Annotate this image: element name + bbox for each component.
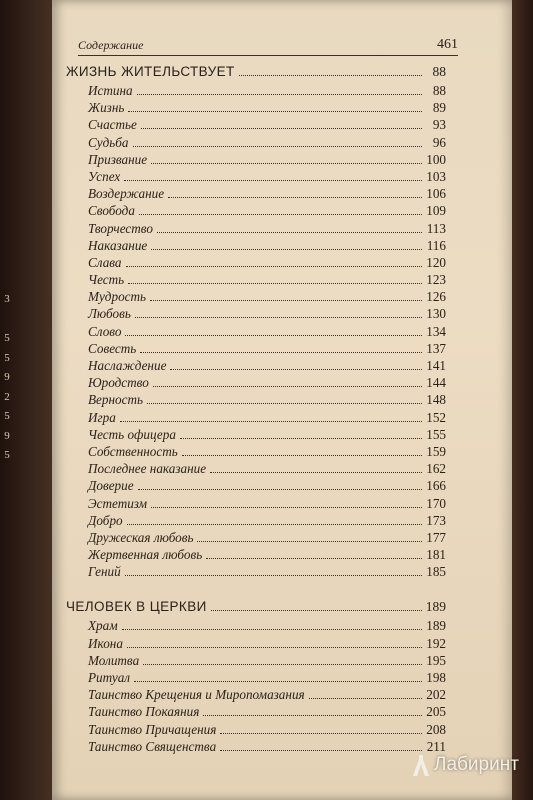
- entry-title: Жертвенная любовь: [88, 547, 203, 563]
- entry-title: Слава: [88, 254, 122, 270]
- entry-title: Творчество: [88, 220, 153, 236]
- dot-leader: [168, 197, 422, 198]
- toc-entry: [66, 392, 446, 409]
- dot-leader: [182, 455, 422, 456]
- entry-page-number: 198: [426, 670, 446, 685]
- toc-entry: [66, 169, 446, 186]
- toc-entry: [66, 478, 446, 495]
- dot-leader: [180, 438, 422, 439]
- entry-page-number: 89: [432, 100, 446, 116]
- dot-leader: [139, 214, 422, 215]
- entry-title: Слово: [88, 323, 122, 339]
- dot-leader: [151, 507, 422, 508]
- entry-page-number: 134: [426, 323, 446, 339]
- entry-page-number: 173: [426, 512, 446, 528]
- dot-leader: [126, 266, 422, 267]
- left-page-edge-digits: [0, 290, 14, 466]
- toc-entry: [66, 496, 446, 513]
- running-head-title: Содержание: [78, 38, 144, 52]
- labirint-watermark: [410, 752, 519, 778]
- entry-page-number: 155: [426, 426, 446, 442]
- entry-page-number: 208: [426, 721, 446, 737]
- dot-leader: [124, 180, 422, 181]
- dot-leader: [141, 128, 422, 129]
- entry-title: Свобода: [88, 203, 135, 219]
- dot-leader: [150, 300, 422, 301]
- dot-leader: [151, 249, 422, 250]
- entry-title: Игра: [88, 409, 116, 425]
- dot-leader: [206, 558, 422, 559]
- entry-page-number: 170: [426, 495, 446, 511]
- toc-entry: [66, 618, 446, 635]
- entry-title: Жизнь: [88, 100, 125, 116]
- toc-entry: [66, 83, 446, 100]
- entry-title: Наказание: [88, 237, 148, 253]
- entry-title: Счастье: [88, 117, 137, 133]
- entry-title: Дружеская любовь: [88, 529, 194, 545]
- entry-page-number: 137: [426, 340, 446, 356]
- entry-title: Верность: [88, 392, 144, 408]
- toc-entry: [66, 547, 446, 564]
- toc-entry: [66, 513, 446, 530]
- dot-leader: [125, 335, 422, 336]
- dot-leader: [210, 472, 422, 473]
- entry-title: Таинство Священства: [88, 738, 217, 754]
- entry-page-number: 192: [426, 635, 446, 651]
- toc-entry: [66, 687, 446, 704]
- dot-leader: [211, 610, 422, 611]
- dot-leader: [133, 146, 422, 147]
- entry-page-number: 185: [426, 564, 446, 580]
- dot-leader: [220, 733, 422, 734]
- entry-page-number: 120: [426, 254, 446, 270]
- dot-leader: [197, 541, 422, 542]
- entry-page-number: 126: [426, 289, 446, 305]
- entry-page-number: 159: [426, 443, 446, 459]
- toc-entry: [66, 444, 446, 461]
- entry-page-number: 181: [426, 547, 446, 563]
- dot-leader: [127, 524, 422, 525]
- entry-title: Таинство Крещения и Миропомазания: [88, 687, 305, 703]
- entry-page-number: 96: [432, 134, 446, 150]
- left-page-edge: [0, 0, 60, 800]
- running-head: [78, 34, 458, 56]
- edge-digit: 9: [4, 429, 10, 442]
- book-page: [52, 0, 512, 800]
- dot-leader: [122, 629, 422, 630]
- toc-section-heading: [66, 599, 446, 618]
- edge-digit: 5: [4, 332, 10, 344]
- entry-title: Гений: [88, 564, 121, 580]
- entry-title: Таинство Покаяния: [88, 704, 200, 720]
- entry-page-number: 144: [426, 375, 446, 391]
- entry-title: Призвание: [88, 151, 148, 167]
- toc-entry: [66, 152, 446, 169]
- page-number: 461: [437, 37, 458, 52]
- toc-entry: [66, 739, 446, 756]
- edge-digit: [0, 310, 14, 330]
- entry-title: Мудрость: [88, 289, 147, 305]
- toc-entry: [66, 255, 446, 272]
- labyrinth-logo-icon: [410, 752, 432, 778]
- entry-page-number: 100: [426, 151, 446, 167]
- entry-page-number: 162: [426, 461, 446, 477]
- toc-entry: [66, 306, 446, 323]
- section-gap: [66, 581, 446, 599]
- section-page-number: 88: [432, 64, 446, 79]
- entry-page-number: 106: [426, 186, 446, 202]
- entry-title: Воздержание: [88, 186, 165, 202]
- entry-page-number: 113: [426, 220, 446, 236]
- toc-entry: [66, 341, 446, 358]
- dot-leader: [203, 715, 422, 716]
- dot-leader: [170, 369, 422, 370]
- dot-leader: [125, 575, 422, 576]
- entry-page-number: 177: [426, 529, 446, 545]
- toc-entry: [66, 186, 446, 203]
- entry-title: Доверие: [88, 478, 134, 494]
- entry-title: Успех: [88, 168, 121, 184]
- toc-entry: [66, 100, 446, 117]
- entry-title: Юродство: [88, 375, 149, 391]
- dot-leader: [138, 489, 422, 490]
- entry-title: Храм: [88, 618, 118, 634]
- toc-entry: [66, 117, 446, 134]
- entry-title: Добро: [88, 512, 123, 528]
- dot-leader: [157, 232, 422, 233]
- entry-title: Совесть: [88, 340, 137, 356]
- entry-page-number: 93: [432, 117, 446, 133]
- dot-leader: [153, 386, 422, 387]
- entry-title: Таинство Причащения: [88, 721, 217, 737]
- dot-leader: [309, 698, 422, 699]
- entry-title: Наслаждение: [88, 358, 167, 373]
- entry-page-number: 116: [426, 237, 446, 253]
- entry-page-number: 211: [426, 738, 446, 754]
- table-of-contents: [66, 64, 446, 756]
- dot-leader: [128, 111, 422, 112]
- dot-leader: [137, 94, 422, 95]
- entry-title: Ритуал: [88, 670, 131, 685]
- toc-entry: [66, 135, 446, 152]
- entry-title: Собственность: [88, 443, 178, 459]
- dot-leader: [127, 647, 422, 648]
- toc-entry: [66, 358, 446, 375]
- toc-entry: [66, 636, 446, 653]
- entry-title: Молитва: [88, 652, 140, 668]
- entry-page-number: 202: [426, 687, 446, 703]
- toc-entry: [66, 375, 446, 392]
- toc-entry: [66, 461, 446, 478]
- section-page-number: 189: [425, 599, 446, 615]
- dot-leader: [143, 664, 422, 665]
- dot-leader: [134, 681, 422, 682]
- entry-page-number: 109: [426, 203, 446, 219]
- entry-title: Последнее наказание: [88, 461, 207, 477]
- section-title: ЖИЗНЬ ЖИТЕЛЬСТВУЕТ: [66, 64, 235, 79]
- entry-page-number: 123: [426, 272, 446, 288]
- watermark-text: Лабиринт: [434, 754, 519, 775]
- entry-page-number: 152: [426, 409, 446, 425]
- entry-page-number: 166: [426, 478, 446, 494]
- dot-leader: [140, 352, 422, 353]
- toc-entry: [66, 670, 446, 687]
- entry-title: Эстетизм: [88, 495, 148, 511]
- toc-entry: [66, 722, 446, 739]
- entry-page-number: 141: [426, 358, 446, 373]
- section-title: ЧЕЛОВЕК В ЦЕРКВИ: [66, 599, 207, 615]
- edge-digit: 2: [4, 390, 10, 403]
- dot-leader: [220, 750, 422, 751]
- entry-page-number: 88: [432, 83, 446, 98]
- toc-entry: [66, 238, 446, 255]
- edge-digit: 3: [4, 293, 10, 305]
- edge-digit: 5: [4, 351, 10, 364]
- toc-entry: [66, 704, 446, 721]
- toc-entry: [66, 272, 446, 289]
- entry-title: Честь офицера: [88, 426, 176, 442]
- dot-leader: [128, 283, 422, 284]
- book-cover-edge: [509, 0, 533, 800]
- toc-entry: [66, 564, 446, 581]
- toc-entry: [66, 203, 446, 220]
- entry-title: Любовь: [88, 306, 131, 322]
- dot-leader: [147, 403, 422, 404]
- dot-leader: [151, 163, 422, 164]
- toc-entry: [66, 427, 446, 444]
- toc-entry: [66, 324, 446, 341]
- edge-digit: 9: [4, 371, 10, 383]
- toc-entry: [66, 289, 446, 306]
- dot-leader: [135, 317, 422, 318]
- entry-title: Истина: [88, 83, 133, 98]
- entry-title: Честь: [88, 272, 125, 288]
- entry-title: Икона: [88, 635, 123, 651]
- entry-title: Судьба: [88, 134, 129, 150]
- dot-leader: [239, 75, 422, 76]
- toc-section-heading: [66, 64, 446, 83]
- edge-digit: 5: [4, 449, 10, 461]
- dot-leader: [120, 421, 422, 422]
- toc-entry: [66, 530, 446, 547]
- entry-page-number: 195: [426, 652, 446, 668]
- entry-page-number: 205: [426, 704, 446, 720]
- entry-page-number: 130: [426, 306, 446, 322]
- toc-entry: [66, 653, 446, 670]
- toc-entry: [66, 410, 446, 427]
- entry-page-number: 103: [426, 168, 446, 184]
- entry-page-number: 148: [426, 392, 446, 408]
- entry-page-number: 189: [426, 618, 446, 634]
- edge-digit: 5: [4, 410, 10, 422]
- toc-entry: [66, 221, 446, 238]
